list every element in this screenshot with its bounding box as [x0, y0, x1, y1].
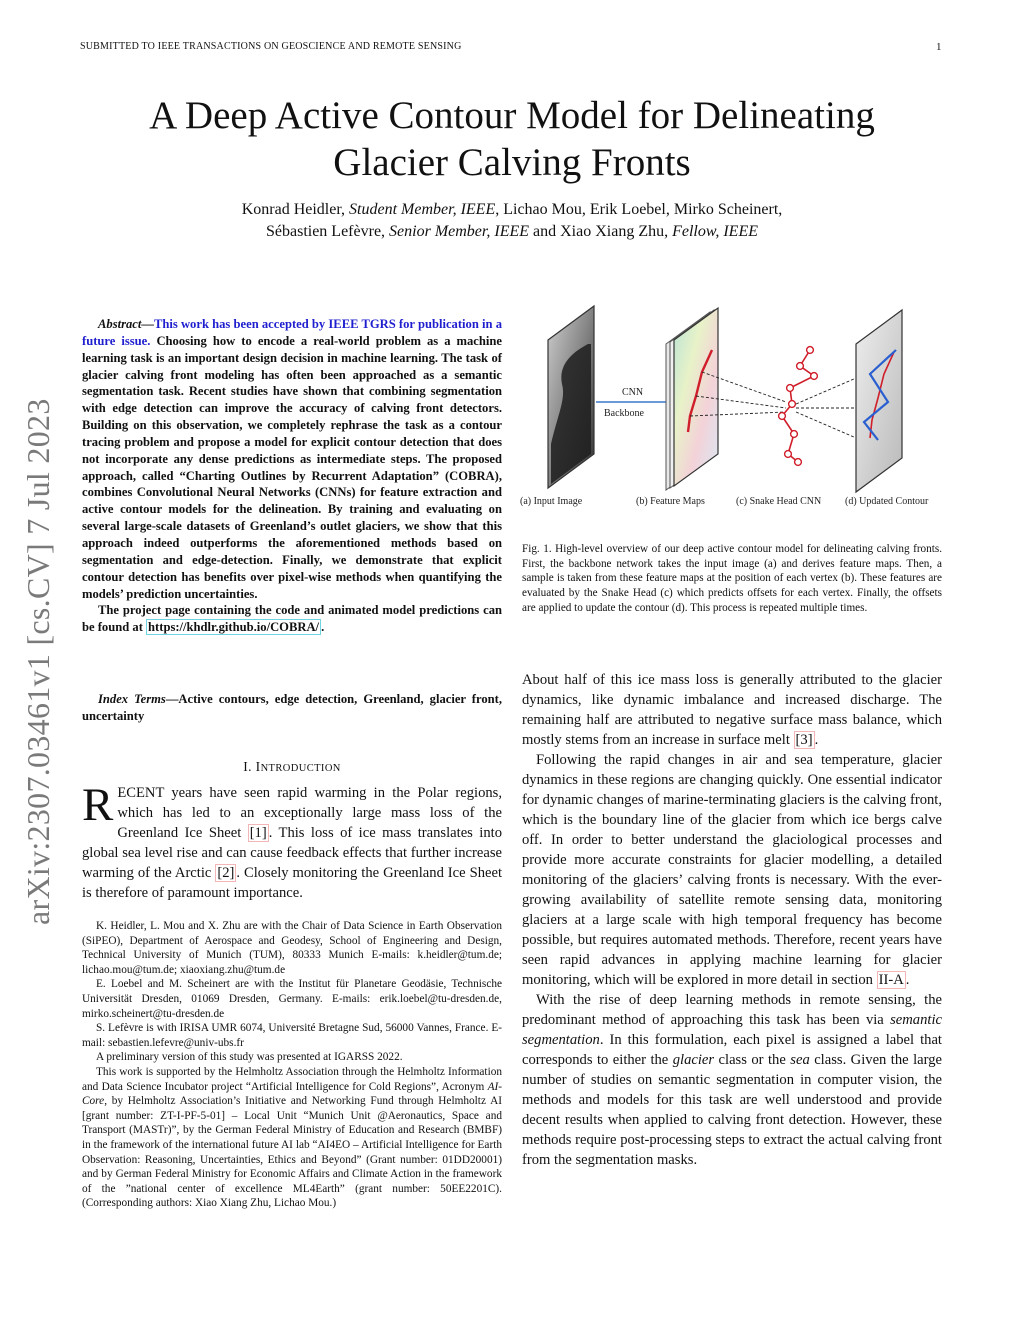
sublabel-d: (d) Updated Contour — [845, 496, 929, 507]
citation-1[interactable]: [1] — [249, 825, 267, 841]
title-line-1: A Deep Active Contour Model for Delineating — [149, 94, 875, 137]
figure-caption: Fig. 1. High-level overview of our deep active contour model for delineating calving fronts. First, the backbone network takes the input image (a) and derives feature maps. Then, a sample is taken from these feature maps at the position of each vertex (b). These features are evaluated by the Snake Head (c) which predicts offsets for each vertex. Finally, the offsets are applied to update the contour (d). This process is repeated multiple times. — [522, 543, 942, 614]
p3-text-b: . In this formulation, each pixel is assigned a label that corresponds to either the — [522, 1032, 942, 1068]
citation-3[interactable]: [3] — [795, 732, 813, 748]
intro-paragraph — [82, 779, 502, 903]
drop-cap: R — [82, 779, 114, 831]
author-others: , Lichao Mou, Erik Loebel, Mirko Scheinert, — [495, 201, 783, 218]
project-end: . — [321, 620, 325, 635]
project-text: The project page containing the code and animated model predictions can be found at — [82, 603, 502, 635]
footnote-affiliation-1: K. Heidler, L. Mou and X. Zhu are with the Chair of Data Science in Earth Observation (SiPEO), Department of Aerospace and Geodesy, School of Engineering and Design, Technical University of Munich (TUM), 80333 Munich E-mails: k.heidler@tum.de; lichao.mou@tum.de; xiaoxiang.zhu@tum.de — [82, 920, 502, 976]
footnote-affiliation-3: S. Lefèvre is with IRISA UMR 6074, Université Bretagne Sud, 56000 Vannes, France. E-mail: sebastien.lefevre@univ-ubs.fr — [82, 1022, 502, 1049]
backbone-label: Backbone — [604, 408, 644, 419]
footnote-preliminary: A preliminary version of this study was presented at IGARSS 2022. — [96, 1051, 403, 1064]
term-glacier: glacier — [672, 1052, 715, 1068]
running-head: SUBMITTED TO IEEE TRANSACTIONS ON GEOSCIENCE AND REMOTE SENSING — [80, 41, 462, 52]
body-paragraph-3 — [522, 990, 942, 1170]
index-terms-text: —Active contours, edge detection, Greenland, glacier front, uncertainty — [82, 692, 502, 723]
sublabel-a: (a) Input Image — [520, 496, 583, 507]
paper-title — [0, 92, 1024, 186]
p1-end: . — [814, 732, 819, 748]
abstract-dash: — — [141, 317, 154, 331]
section-first-letter: I — [255, 759, 261, 774]
intro-text-2: . This loss of ice mass translates into global sea level rise and can cause feedback effects that further increase warming of the Arctic — [82, 825, 502, 881]
p1-text: About half of this ice mass loss is generally attributed to the glacier dynamics, like dynamic imbalance and increased discharge. The remaining half are attributed to negative surface mass balance, which mostly stems from an increase in surface melt — [522, 672, 942, 748]
abstract-body: Choosing how to encode a real-world problem as a machine learning task is an important design decision in machine learning. The task of glacier calving front modeling has often been approached as a semantic segmentation task. Recent studies have shown that combining segmentation with edge detection can improve the accuracy of calving front detectors. Building on this observation, we completely rephrase the task as a contour tracing problem and propose a model for explicit contour detection that does not incorporate any dense predictions as intermediate steps. The proposed approach, called “Charting Outlines by Recurrent Adaptation” (COBRA), combines Convolutional Neural Networks (CNNs) for feature extraction and active contour models for the delineation. By training and evaluating on several large-scale datasets of Greenland’s outlet glaciers, we show that this approach indeed outperforms the aforementioned methods based on segmentation and edge-detection. Finally, we demonstrate that explicit contour detection has benefits over pixel-wise methods when quantifying the models’ prediction uncertainties. — [82, 333, 502, 601]
sublabel-c: (c) Snake Head CNN — [736, 496, 822, 507]
arxiv-stamp: arXiv:2307.03461v1 [cs.CV] 7 Jul 2023 — [20, 398, 56, 925]
term-sea: sea — [790, 1052, 810, 1068]
funding-text-1: This work is supported by the Helmholtz Association through the Helmholtz Information and Data Science Incubator project “Artificial Intelligence for Cold Regions”, Acronym — [82, 1065, 502, 1093]
citation-2[interactable]: [2] — [217, 865, 235, 881]
page-number: 1 — [936, 41, 942, 53]
funding-text-2: , by Helmholtz Association’s Initiative and Networking Fund through Helmholtz AI [grant number: ZT-I-PF-5-01] – Local Unit “Munich Unit @Aeronautics, Space and Transport (MASTr)”, by the German Federal Ministry of Education and Research (BMBF) in the framework of the international future AI lab “AI4EO – Artificial Intelligence for Earth Observation: Reasoning, Uncertainties, Ethics and Beyond” (Grant number: 01DD20001) and by German Federal Ministry for Economic Affairs and Climate Action in the framework of the ”national center of excellence ML4Earth” (grant number: 50EE2201C). (Corresponding authors: Xiao Xiang Zhu, Lichao Mou.) — [82, 1095, 502, 1210]
author-role-1: Student Member, IEEE — [349, 201, 496, 218]
cnn-label: CNN — [622, 387, 644, 398]
input-image-panel — [548, 306, 594, 488]
p3-text-a: With the rise of deep learning methods in remote sensing, the predominant method of approaching this task has been via — [522, 992, 942, 1028]
footnotes — [82, 919, 502, 1211]
p2-text: Following the rapid changes in air and sea temperature, glacier dynamics in these regions are changing quickly. One essential indicator for dynamic changes of marine-terminating glaciers is the calving front, which is the boundary line of the glacier from which ice bergs calve off. In order to better understand the glaciological processes and provide more accurate constraints for glacier modelling, a detailed monitoring of the glaciers’ calving fronts is necessary. With the ever-growing availability of satellite remote sensing data, monitoring glaciers at a large scale with high temporal frequency has become possible, but requires automated methods. Therefore, recent years have seen rapid advances in applying machine learning for glacier monitoring, which will be explored in more detail in section — [522, 752, 942, 988]
project-link[interactable]: https://khdlr.github.io/COBRA/ — [148, 620, 320, 635]
author-role-3: Fellow, IEEE — [672, 223, 758, 240]
index-terms — [82, 691, 502, 725]
section-heading — [82, 759, 502, 775]
title-line-2: Glacier Calving Fronts — [333, 141, 691, 184]
section-rest: NTRODUCTION — [260, 763, 341, 774]
figure-1 — [518, 304, 948, 514]
figure-diagram — [518, 304, 948, 514]
project-paragraph — [82, 602, 502, 636]
intro-text-3: . Closely monitoring the Greenland Ice Sheet is therefore of paramount importance. — [82, 865, 502, 901]
footnote-affiliation-2: E. Loebel and M. Scheinert are with the Institut für Planetare Geodäsie, Technische Universität Dresden, 01069 Dresden, Germany. E-mails: erik.loebel@tu-dresden.de, mirko.scheinert@tu-dresden.de — [82, 978, 502, 1020]
updated-contour-panel — [856, 310, 902, 492]
abstract-paragraph — [82, 316, 502, 602]
intro-text-1: ECENT years have seen rapid warming in the Polar regions, which has led to an exceptionally large mass loss of the Greenland Ice Sheet — [117, 785, 502, 841]
sublabel-b: (b) Feature Maps — [636, 496, 705, 507]
author-list — [0, 199, 1024, 243]
funding-acronym: AI-Core — [82, 1080, 502, 1108]
body-right-column — [522, 670, 942, 1170]
p3-text-d: class. Given the large number of studies on semantic segmentation in computer vision, the methods and models for this task are well understood and provide decent results when applied to calving front detection. However, these methods require post-processing steps to extract the actual calving front from the segmentation masks. — [522, 1052, 942, 1168]
author-xiao: and Xiao Xiang Zhu, — [529, 223, 673, 240]
author-line-1 — [0, 199, 1024, 221]
body-paragraph-1 — [522, 670, 942, 750]
abstract-label: Abstract — [98, 317, 142, 331]
feature-maps-panel — [666, 308, 718, 490]
section-numeral: I. — [243, 759, 256, 774]
p2-end: . — [905, 972, 910, 988]
index-terms-label: Index Terms — [98, 692, 166, 706]
body-paragraph-2 — [522, 750, 942, 990]
accepted-notice: This work has been accepted by IEEE TGRS for publication in a future issue. — [82, 317, 502, 348]
term-semantic-segmentation: semantic segmentation — [522, 1012, 942, 1048]
section-ref-link[interactable]: II-A — [878, 972, 904, 988]
snake-head-panel — [779, 347, 818, 466]
footnote-funding — [82, 1065, 502, 1211]
author-role-2: Senior Member, IEEE — [389, 223, 530, 240]
p3-text-c: class or the — [714, 1052, 791, 1068]
author-konrad: Konrad Heidler, — [241, 201, 350, 218]
author-line-2 — [0, 221, 1024, 243]
author-sebastien: Sébastien Lefèvre, — [265, 223, 390, 240]
abstract — [82, 316, 502, 636]
